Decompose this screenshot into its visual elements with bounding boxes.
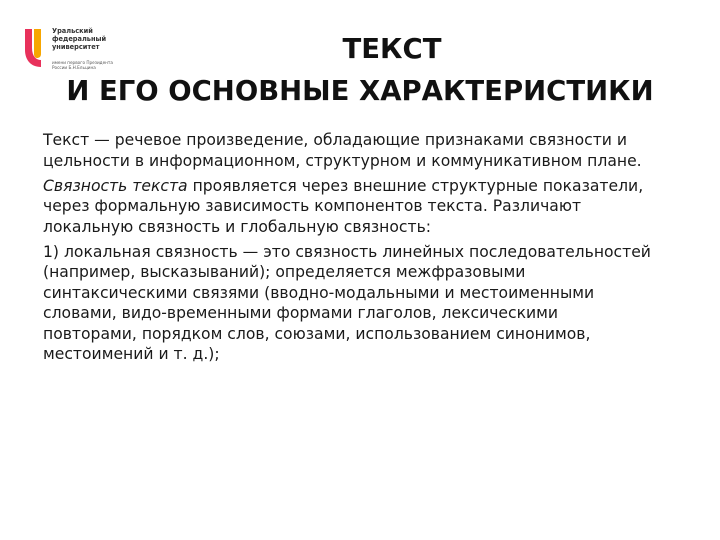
text-line: местоимений и т. д.); bbox=[43, 345, 220, 363]
paragraph-definition bbox=[43, 130, 683, 171]
text-line: через формальную зависимость компонентов текста. Различают bbox=[43, 197, 582, 215]
slide-body bbox=[43, 130, 683, 369]
text-line: повторами, порядком слов, союзами, использованием синонимов, bbox=[43, 324, 591, 343]
text-line: (например, высказываний); определяется межфразовыми bbox=[43, 263, 526, 281]
paragraph-coherence bbox=[43, 176, 683, 238]
title-line-1: ТЕКСТ bbox=[342, 33, 442, 65]
text-line: локальную связность и глобальную связность: bbox=[43, 217, 432, 236]
title-line-2: И ЕГО ОСНОВНЫЕ ХАРАКТЕРИСТИКИ bbox=[66, 75, 654, 107]
slide-title bbox=[40, 28, 680, 112]
text-line bbox=[43, 176, 683, 197]
text-line: 1) локальная связность — это связность линейных последовательностей bbox=[43, 242, 651, 261]
paragraph-local-coherence bbox=[43, 242, 683, 365]
text-line: цельности в информационном, структурном и коммуникативном плане. bbox=[43, 151, 642, 170]
logo-subtext-line: имени первого Президента bbox=[52, 60, 113, 65]
text-line: словами, видо-временными формами глаголов, лексическими bbox=[43, 304, 559, 322]
logo-text-line: Уральский bbox=[52, 27, 93, 35]
italic-term: Связность текста bbox=[43, 176, 188, 195]
logo-text-line: федеральный bbox=[52, 35, 107, 44]
text-line: синтаксическими связями (вводно-модальными и местоименными bbox=[43, 283, 595, 302]
text-fragment: проявляется через внешние структурные показатели, bbox=[187, 176, 644, 195]
logo-text-line: университет bbox=[52, 43, 100, 52]
text-line: Текст — речевое произведение, обладающие признаками связности и bbox=[43, 131, 628, 149]
logo-subtext-line: России Б.Н.Ельцина bbox=[52, 65, 96, 70]
